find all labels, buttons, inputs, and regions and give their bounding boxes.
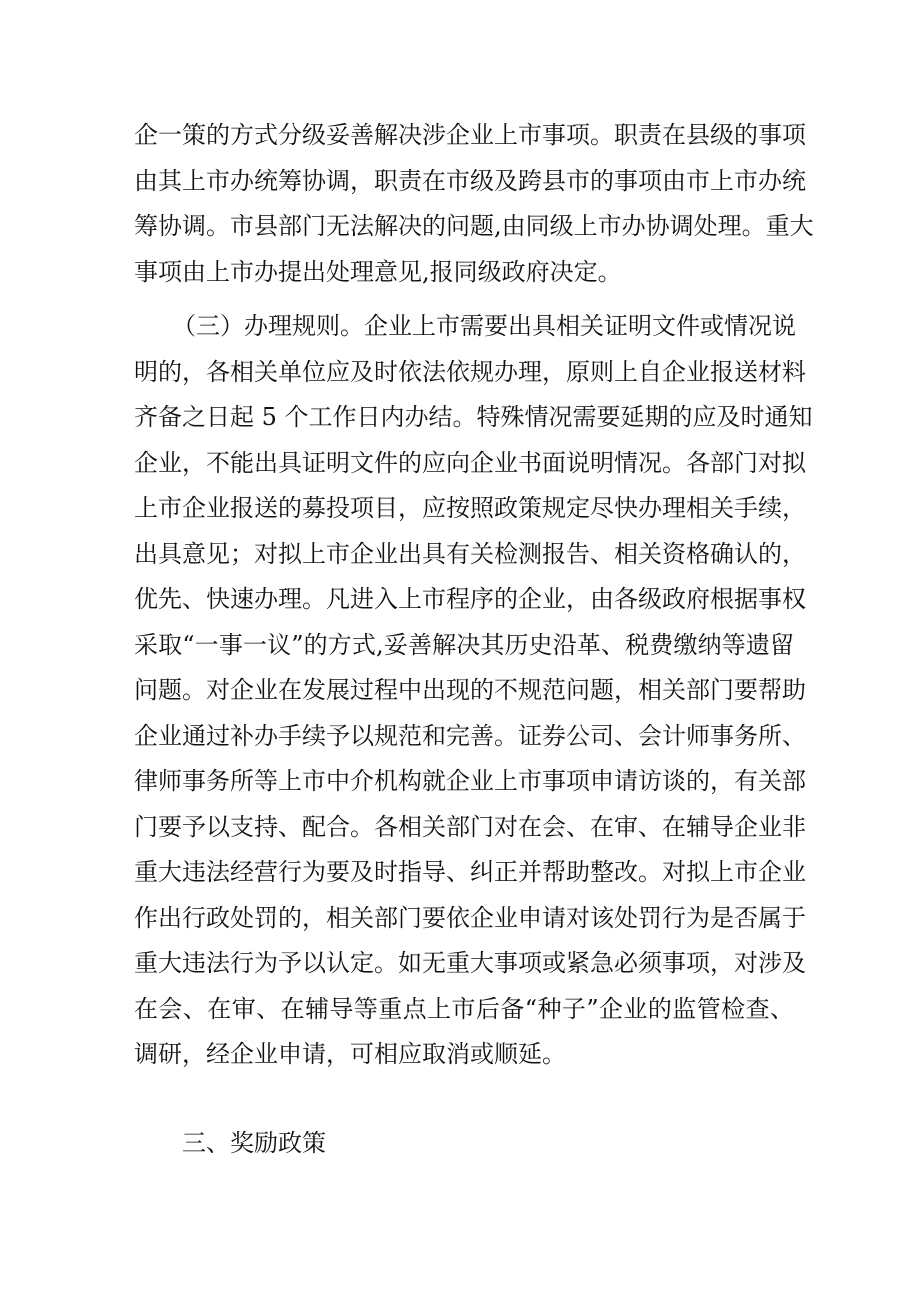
document-body [134, 113, 814, 1078]
text-line: 由其上市办统筹协调，职责在市级及跨县市的事项由市上市办统 [134, 166, 806, 195]
text-line: 重大违法行为予以认定。如无重大事项或紧急必须事项，对涉及 [134, 949, 806, 977]
paragraph-gap [134, 295, 794, 304]
text-line: 齐备之日起 5 个工作日内办结。特殊情况需要延期的应及时通知 [134, 403, 813, 431]
text-line: 在会、在审、在辅导等重点上市后备“种子”企业的监管检查、 [134, 994, 794, 1023]
text-line: 重大违法经营行为要及时指导、纠正并帮助整改。对拟上市企业 [134, 858, 806, 886]
paragraph [134, 113, 814, 295]
paragraph [134, 304, 813, 1078]
text-line: 企业，不能出具证明文件的应向企业书面说明情况。各部门对拟 [134, 448, 806, 477]
text-line: 律师事务所等上市中介机构就企业上市事项申请访谈的，有关部 [134, 767, 806, 795]
text-line: 上市企业报送的募投项目，应按照政策规定尽快办理相关手续， [134, 494, 806, 522]
text-line: 门要予以支持、配合。各相关部门对在会、在审、在辅导企业非 [134, 812, 806, 841]
text-line: 采取“一事一议”的方式,妥善解决其历史沿革、税费缴纳等遗留 [134, 630, 794, 659]
section-heading: 三、奖励政策 [182, 1129, 326, 1157]
text-line: 企一策的方式分级妥善解决涉企业上市事项。职责在县级的事项 [134, 121, 806, 149]
text-line: 作出行政处罚的，相关部门要依企业申请对该处罚行为是否属于 [134, 903, 806, 932]
text-line: 问题。对企业在发展过程中出现的不规范问题，相关部门要帮助 [134, 676, 806, 704]
text-line: 调研，经企业申请，可相应取消或顺延。 [134, 1040, 566, 1068]
text-line: 事项由上市办提出处理意见,报同级政府决定。 [134, 257, 622, 286]
text-line: 筹协调。市县部门无法解决的问题,由同级上市办协调处理。重大 [134, 212, 814, 240]
text-line: 优先、快速办理。凡进入上市程序的企业，由各级政府根据事权 [134, 585, 806, 613]
text-line: 明的，各相关单位应及时依法依规办理，原则上自企业报送材料 [134, 357, 806, 386]
text-line: 出具意见；对拟上市企业出具有关检测报告、相关资格确认的， [134, 539, 806, 568]
text-line: 企业通过补办手续予以规范和完善。证券公司、会计师事务所、 [134, 721, 806, 750]
text-line: （三）办理规则。企业上市需要出具相关证明文件或情况说 [172, 312, 796, 340]
